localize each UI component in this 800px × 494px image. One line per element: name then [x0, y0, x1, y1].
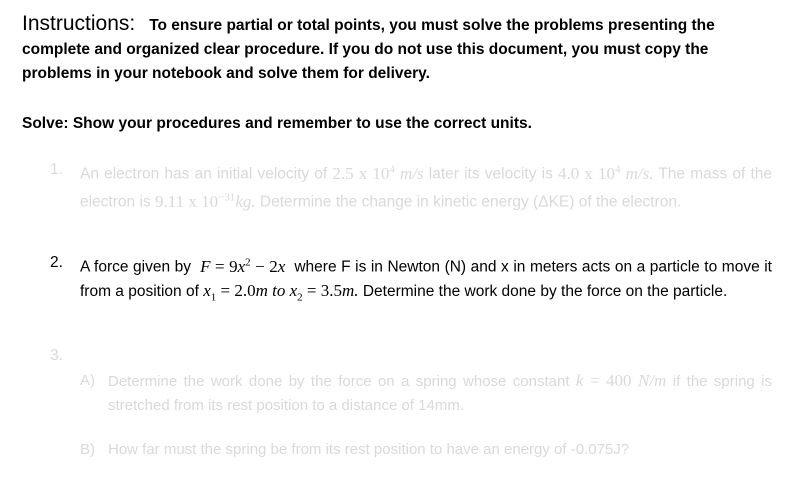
- problem-2: [50, 251, 772, 310]
- instructions-paragraph: [22, 12, 780, 86]
- instructions-label: Instructions:: [22, 12, 136, 35]
- part-letter: A): [80, 372, 95, 389]
- instructions-text: To ensure partial or total points, you must solve the problems presenting the complete and organized clear procedure. If you do not use this document, you must copy the problems in your notebook and solve them for delivery.: [22, 17, 715, 82]
- part-a-text-part: if the spring is stretched from its rest position to a distance of 14mm.: [108, 373, 772, 414]
- part-b-text: How far must the spring be from its rest position to have an energy of -0.075J?: [108, 441, 630, 458]
- force-equation: $F = 9x^2 - 2x$: [200, 256, 286, 276]
- problem-1-text-part: Determine the change in kinetic energy (ΔKE) of the electron.: [259, 193, 682, 211]
- spring-constant: k = 400 N/m: [575, 371, 667, 390]
- part-letter: B): [80, 441, 95, 458]
- final-velocity: 4.0 x $10^4$ m/s.: [558, 163, 654, 183]
- problem-number: 1.: [50, 161, 63, 178]
- problem-1-text-part: An electron has an initial velocity of: [80, 165, 328, 183]
- problem-2-text: [80, 251, 772, 310]
- part-a-text-part: Determine the work done by the force on a spring whose constant: [108, 373, 570, 390]
- problem-1-text-part: The mass of the electron is: [80, 165, 773, 211]
- problem-number: 3.: [50, 347, 63, 364]
- problem-2-text-part: A force given by: [80, 258, 192, 276]
- problem-3-part-a: [80, 369, 772, 417]
- problem-number: 2.: [50, 254, 63, 271]
- electron-mass: 9.11 x $10^{-31}kg$.: [154, 191, 256, 211]
- problem-1: [50, 158, 772, 214]
- part-a-text: [108, 369, 772, 417]
- problem-3-part-b: [80, 438, 772, 462]
- position-x1: $x_1 = 2.0m$ to $x_2 = 3.5m$.: [203, 281, 359, 304]
- problem-2-text-part: Determine the work done by the force on the particle.: [362, 283, 728, 301]
- solve-heading: Solve: Show your procedures and remember to use the correct units.: [22, 115, 532, 132]
- problem-2-text-part: where F is in Newton (N) and x in meters acts on a particle to move it from a position of: [80, 258, 772, 301]
- problem-1-text: [80, 158, 772, 214]
- problem-1-text-part: later its velocity is: [428, 165, 553, 183]
- initial-velocity: 2.5 x $10^4$ m/s: [332, 163, 424, 183]
